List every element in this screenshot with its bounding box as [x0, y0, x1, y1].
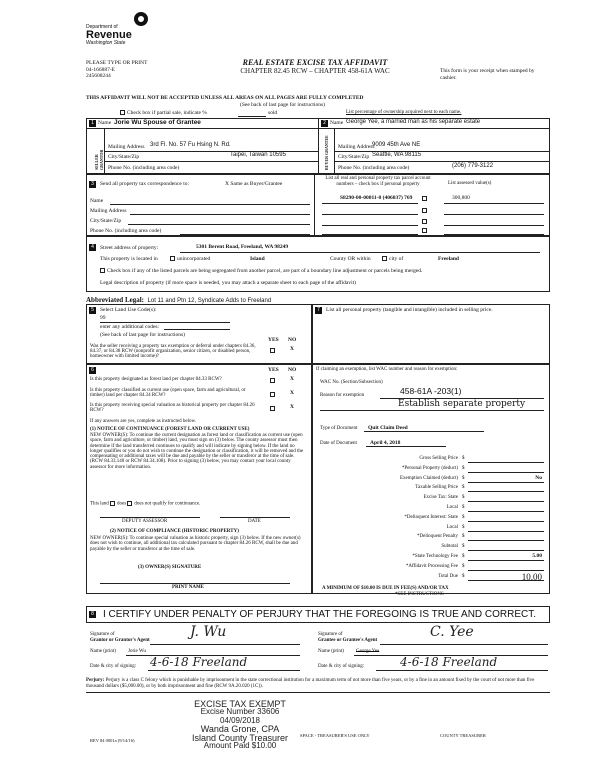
tax-row-label: Subtotal	[441, 544, 458, 550]
buyer-phone[interactable]: (206) 779-3122	[452, 163, 494, 169]
tax-row-prefix: $	[462, 554, 465, 559]
stamp-line-2: Excise Number 33606	[200, 707, 280, 717]
grantee-date-label: Date & city of signing:	[318, 664, 365, 669]
located-label: This property is located in	[100, 256, 158, 262]
tax-row-value[interactable]: 5.00	[532, 553, 542, 559]
tax-row-label: Excise Tax: State	[423, 495, 458, 501]
segregated-checkbox-row[interactable]: Check box if any of the listed parcels are being segregated from another parcel, are part of a boundary line adjustment or parcels being merged.	[100, 268, 422, 274]
parcel-1[interactable]: S8290-00-00011-0 (406037) 769	[340, 195, 413, 201]
parcel-1-checkbox[interactable]	[422, 196, 427, 201]
code-1: 04-166887-E	[86, 66, 116, 73]
county-label: County OR within	[330, 256, 371, 262]
parcel-1-value[interactable]: 300,800	[452, 195, 470, 201]
doc-date[interactable]: April 4, 2018	[370, 440, 401, 446]
buyer-phone-label: Phone No. (including area code)	[338, 165, 410, 171]
seller-phone-label: Phone No. (including area code)	[108, 165, 180, 171]
tax-row-prefix: $	[462, 475, 465, 481]
partial-sale-checkbox[interactable]	[120, 110, 125, 115]
street-label: Street address of property:	[100, 245, 159, 251]
forest-q2-yes[interactable]	[270, 392, 275, 397]
tax-row-label: Exemption Claimed (deduct)	[399, 475, 458, 481]
land-use-label: Select Land Use Code(s):	[100, 307, 157, 313]
section-4-number: 4	[89, 244, 96, 251]
tax-row-label: *Affidavit Processing Fee	[405, 563, 458, 569]
section-6-number: 6	[89, 367, 96, 374]
grantee-signature[interactable]: C. Yee	[430, 624, 474, 640]
grantor-date-label: Date & city of signing:	[90, 664, 137, 669]
tax-row-prefix: $	[462, 563, 465, 569]
seller-name-label: Name	[98, 120, 112, 126]
see-back-note: (See back of last page for instructions)	[240, 102, 325, 108]
section-3-number: 3	[89, 181, 96, 188]
section-2-number: 2	[321, 120, 328, 127]
tax-row-prefix: $	[462, 524, 465, 530]
tax-corr-phone-label: Phone No. (including area code)	[90, 228, 162, 234]
personal-property-label: List all personal property (tangible and intangible) included in selling price.	[326, 307, 493, 313]
tax-row-prefix: $	[462, 505, 465, 510]
deputy-assessor-label: DEPUTY ASSESSOR	[122, 519, 168, 524]
street-address[interactable]: 5301 Berent Road, Freeland, WA 98249	[196, 244, 289, 250]
unincorporated-checkbox-row[interactable]: unincorporated	[170, 256, 210, 262]
tax-row-label: Gross Selling Price	[419, 456, 458, 461]
tax-row-value[interactable]: No	[535, 474, 542, 481]
grantee-date-city[interactable]: 4-6-18 Freeland	[400, 655, 498, 669]
parcel-2-checkbox[interactable]	[422, 208, 427, 213]
grantor-sig-label2: Grantor or Grantor's Agent	[90, 638, 150, 643]
doc-type[interactable]: Quit Claim Deed	[368, 425, 408, 431]
buyer-side-label: BUYER GRANTEE	[324, 135, 329, 170]
notice2-text: NEW OWNER(S): To continue special valuation as historic property, sign (3) below. If the new owner(s) does not wish to continue, all additional tax calculated pursuant to chapter 84.26 RCW, shall be due and payable by the seller or transferor at the time of sale.	[90, 536, 301, 552]
county-name[interactable]: Island	[250, 256, 265, 262]
stamp-line-3: 04/09/2018	[219, 715, 261, 725]
tax-row-prefix: $	[462, 465, 465, 471]
tax-corr-city-label: City/State/Zip	[90, 218, 122, 224]
does-not-checkbox[interactable]	[127, 501, 132, 506]
minimum-due-note: A MINIMUM OF $10.00 IS DUE IN FEE(S) AND/OR TAX	[322, 586, 449, 591]
forest-q3: Is this property receiving special valuation as historical property per chapter 84.26 RCW?	[90, 403, 255, 414]
revenue-logo-icon	[134, 12, 148, 26]
buyer-city-label: City/State/Zip	[338, 154, 370, 160]
section-7-number: 7	[315, 307, 322, 314]
yes-header-5: YES	[268, 337, 279, 343]
exemption-reason[interactable]: Establish separate property	[398, 399, 526, 409]
parcel-3-checkbox[interactable]	[422, 219, 427, 224]
certify-banner: I CERTIFY UNDER PENALTY OF PERJURY THAT THE FOREGOING IS TRUE AND CORRECT.	[86, 606, 550, 623]
receipt-note: This form is your receipt when stamped by cashier.	[440, 68, 535, 81]
if-yes-note: If any answers are yes, complete as instructed below.	[90, 419, 197, 424]
county-treasurer-label: COUNTY TREASURER	[440, 733, 486, 738]
seller-exemption-question: Was the seller receiving a property tax exemption or deferral under chapters 84.36, 84.37, or 84.38 RCW (nonprofit organization, senior citizen, or disabled person, homeowner with limited income)?	[90, 344, 256, 360]
wac-number[interactable]: 458-61A -203(1)	[400, 386, 462, 396]
deputy-date-label: DATE	[248, 519, 261, 524]
city-of-checkbox-row[interactable]: city of	[382, 256, 403, 262]
land-use-see-back: (See back of last page for instructions)	[100, 332, 185, 338]
grantee-name[interactable]: George Yee	[356, 649, 380, 654]
yes-header-6: YES	[268, 367, 279, 373]
does-checkbox[interactable]	[110, 501, 115, 506]
stamp-line-1: EXCISE TAX EXEMPT	[194, 699, 286, 709]
tax-row-prefix: $	[462, 573, 465, 579]
header-left	[86, 60, 147, 80]
tax-row-prefix: $	[462, 495, 465, 501]
seller-city[interactable]: Taipei, Taiwan 10595	[230, 152, 286, 158]
no-header-6: NO	[288, 367, 297, 373]
grantor-date-city[interactable]: 4-6-18 Freeland	[150, 655, 248, 669]
notice1-text: NEW OWNER(S): To continue the current designation as forest land or classification as current use (open space, farm and agriculture, or timber) land, you must sign on (3) below. The county assessor must then determine if the land transferred continues to qualify and will indicate by signing below. If the land no longer qualifies or you do not wish to continue the designation or classification, it will be removed and the compensating or additional taxes will be due and payable by the seller or transferor at the time of sale. (RCW 84.33.140 or RCW 84.34.108). Prior to signing (3) below, you may contact your local county assessor for more information.	[90, 433, 304, 470]
treasurer-stamp	[170, 700, 310, 750]
warning-line: THIS AFFIDAVIT WILL NOT BE ACCEPTED UNLESS ALL AREAS ON ALL PAGES ARE FULLY COMPLETED	[86, 95, 364, 101]
please-type: PLEASE TYPE OR PRINT	[86, 60, 148, 66]
reason-label: Reason for exemption	[320, 393, 365, 398]
section-1-number: 1	[89, 120, 96, 127]
buyer-mailing-label: Mailing Address	[338, 144, 375, 150]
grantor-signature[interactable]: J. Wu	[190, 624, 227, 640]
land-use-code[interactable]: 99	[100, 315, 106, 321]
tax-row-prefix: $	[462, 544, 465, 550]
seller-city-label: City/State/Zip	[108, 154, 140, 160]
city-of-checkbox[interactable]	[382, 256, 387, 261]
tax-row-value[interactable]: 10.00	[521, 571, 542, 582]
treasurer-space: SPACE - TREASURER'S USE ONLY	[300, 733, 370, 738]
form-title-block	[200, 58, 430, 75]
section-6-box	[86, 364, 312, 594]
forest-q2: Is this property classified as current use (open space, farm and agricultural, or timber) land per chapter 84.34 RCW?	[90, 388, 246, 399]
tax-corr-name-label: Name	[90, 198, 104, 204]
form-chapter: CHAPTER 82.45 RCW – CHAPTER 458-61A WAC	[240, 67, 390, 75]
exemption-no-mark[interactable]: X	[290, 346, 294, 352]
buyer-city[interactable]: Seattle, WA 98115	[372, 152, 422, 158]
exemption-claim-label: If claiming an exemption, list WAC number and reason for exemption:	[316, 367, 458, 372]
perjury-note: Perjury: Perjury is a class C felony which is punishable by imprisonment in the state correctional institution for a maximum term of not more than five years, or by a fine in an amount fixed by the court of not more than five thousand dollars ($5,000.00), or by both imprisonment and fine (RCW 9A.20.020 (1C)).	[86, 678, 535, 689]
city-name[interactable]: Freeland	[438, 256, 459, 262]
stamp-line-5: Island County Treasurer	[191, 732, 289, 743]
buyer-name-label: Name	[330, 120, 344, 126]
segregated-checkbox[interactable]	[100, 268, 105, 273]
partial-sale-checkbox-row[interactable]: Check box if partial sale, indicate %	[120, 110, 207, 116]
grantor-name-label: Name (print)	[90, 649, 116, 654]
buyer-mailing[interactable]: 9009 45th Ave NE	[372, 142, 421, 148]
legal-desc-note: Legal description of property (if more space is needed, you may attach a separate sheet to each page of the affidavit)	[100, 280, 356, 286]
abbreviated-legal-row: Abbreviated Legal: Lot 11 and Ptn 12, Syndicate Adds to Freeland	[86, 296, 272, 304]
grantee-sig-label: Signature of	[318, 632, 343, 637]
seller-side-label: SELLER GRANTOR	[94, 149, 104, 170]
notice2-title: (2) NOTICE OF COMPLIANCE (HISTORIC PROPERTY)	[110, 529, 239, 534]
section-8-number: 8	[89, 611, 96, 618]
ownership-note: List percentage of ownership acquired next to each name.	[346, 110, 462, 115]
dor-logo	[86, 12, 166, 46]
tax-row-label: Taxable Selling Price	[415, 485, 458, 491]
seller-name[interactable]: Jorie Wu Spouse of Grantee	[114, 119, 201, 126]
additional-codes-label: enter any additional codes:	[100, 324, 160, 330]
logo-dept-line: Department of	[86, 24, 118, 30]
forest-q3-yes[interactable]	[270, 406, 275, 411]
logo-dept-name: Revenue	[86, 29, 132, 41]
tax-row-prefix: $	[462, 485, 465, 491]
tax-row-label: Local	[446, 505, 458, 510]
tax-corr-mailing-label: Mailing Address	[90, 208, 127, 214]
doc-date-label: Date of Document	[320, 441, 357, 446]
buyer-name[interactable]: George Yee, a married man as his separate estate	[346, 119, 481, 125]
forest-q1: Is this property designated as forest land per chapter 84.33 RCW?	[90, 377, 222, 382]
print-name-label: PRINT NAME	[172, 585, 204, 590]
forest-q1-no-mark[interactable]: X	[290, 376, 294, 382]
tax-row-label: *Delinquent Interest: State	[404, 514, 458, 520]
forest-q1-yes[interactable]	[270, 378, 275, 383]
form-title: REAL ESTATE EXCISE TAX AFFIDAVIT	[242, 58, 388, 67]
continuance-row: This land does does not qualify for continuance.	[90, 501, 201, 507]
grantee-name-label: Name (print)	[318, 649, 344, 654]
wac-label: WAC No. (Section/Subsection)	[320, 380, 383, 385]
tax-row-prefix: $	[462, 534, 465, 540]
parcel-4-checkbox[interactable]	[422, 228, 427, 233]
tax-row-label: Total Due	[438, 573, 458, 579]
forest-q2-no-mark[interactable]: X	[290, 390, 294, 396]
tax-corr-same[interactable]: X Same as Buyer/Grantee	[225, 181, 283, 187]
unincorporated-checkbox[interactable]	[170, 256, 175, 261]
forest-q3-no-mark[interactable]: X	[290, 404, 294, 410]
tax-row-prefix: $	[462, 456, 465, 461]
section-5-number: 5	[89, 307, 96, 314]
see-instructions: *SEE INSTRUCTIONS	[395, 592, 444, 597]
owner-signature-label: (3) OWNER(S) SIGNATURE	[138, 565, 202, 570]
doc-type-label: Type of Document	[320, 426, 358, 431]
tax-row-label: *Personal Property (deduct)	[401, 465, 458, 471]
seller-mailing-label: Mailing Address	[108, 144, 145, 150]
tax-row-label: *State Technology Fee	[412, 554, 458, 559]
seller-mailing[interactable]: 3rd Fl. No. 57 Fu Hsing N. Rd.	[150, 142, 231, 148]
stamp-line-6: Amount Paid $10.00	[203, 741, 277, 751]
grantee-sig-label2: Grantee or Grantee's Agent	[318, 638, 378, 643]
code-2: 245608244	[86, 73, 111, 79]
assessed-header: List assessed value(s)	[448, 181, 492, 186]
tax-row-label: *Delinquent Penalty	[417, 534, 458, 540]
sold-label: sold	[268, 110, 278, 116]
grantor-name[interactable]: Jorie Wu	[128, 649, 146, 654]
tax-corr-label: Send all property tax correspondence to:	[100, 181, 190, 187]
section-7-box	[312, 304, 550, 364]
logo-dept-state: Washington State	[86, 40, 126, 46]
parcels-header: List all real and personal property tax parcel account numbers – check box if personal property	[325, 176, 431, 187]
form-rev: REV 84 0001a (9/14/16)	[90, 738, 135, 743]
tax-row-prefix: $	[462, 514, 465, 520]
grantor-sig-label: Signature of	[90, 632, 115, 637]
exemption-yes-checkbox[interactable]	[270, 348, 275, 353]
stamp-line-4: Wanda Grone, CPA	[200, 724, 280, 735]
tax-row-label: Local	[446, 524, 458, 530]
no-header-5: NO	[288, 337, 297, 343]
notice1-title: (1) NOTICE OF CONTINUANCE (FOREST LAND OR CURRENT USE)	[90, 427, 250, 432]
